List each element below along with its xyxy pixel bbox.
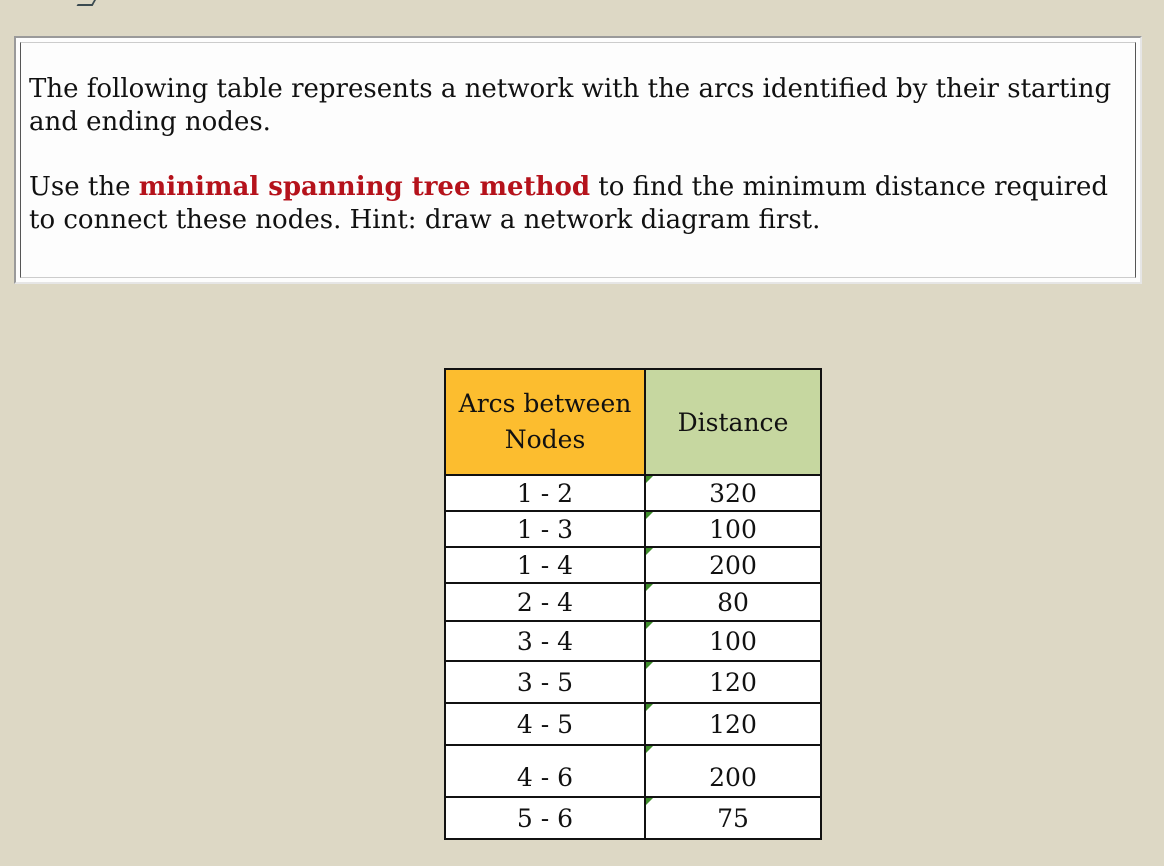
header-distance: Distance xyxy=(645,369,821,475)
arc-cell: 1 - 3 xyxy=(445,511,645,547)
table-row xyxy=(445,745,821,797)
arc-cell: 1 - 4 xyxy=(445,547,645,583)
distance-value: 80 xyxy=(717,587,749,617)
distance-cell xyxy=(645,547,821,583)
cell-comment-marker-icon xyxy=(646,622,653,629)
header-arcs-line2: Nodes xyxy=(504,425,586,454)
distance-value: 100 xyxy=(709,514,757,544)
question-instruction-text xyxy=(29,171,1124,237)
arc-cell: 5 - 6 xyxy=(445,797,645,839)
distance-value: 100 xyxy=(709,626,757,656)
table-row xyxy=(445,621,821,661)
cell-comment-marker-icon xyxy=(646,704,653,711)
distance-cell xyxy=(645,475,821,511)
table-row xyxy=(445,511,821,547)
arc-cell: 4 - 5 xyxy=(445,703,645,745)
table-row xyxy=(445,797,821,839)
table-row xyxy=(445,703,821,745)
distance-cell xyxy=(645,621,821,661)
distance-cell xyxy=(645,745,821,797)
distance-value: 200 xyxy=(709,763,757,792)
cell-comment-marker-icon xyxy=(646,584,653,591)
table-body xyxy=(445,475,821,839)
instruction-suffix: to find the minimum distance required to connect these nodes. Hint: draw a network diagram first. xyxy=(29,172,1109,235)
question-frame xyxy=(20,42,1136,278)
question-panel xyxy=(14,36,1142,284)
method-highlight: minimal spanning tree method xyxy=(138,172,591,202)
arc-cell: 4 - 6 xyxy=(445,745,645,797)
corner-arrow-icon xyxy=(77,0,100,6)
arc-cell: 1 - 2 xyxy=(445,475,645,511)
cell-comment-marker-icon xyxy=(646,512,653,519)
arc-cell: 2 - 4 xyxy=(445,583,645,621)
instruction-prefix: Use the xyxy=(29,172,139,202)
arcs-table xyxy=(444,368,822,840)
cell-comment-marker-icon xyxy=(646,662,653,669)
distance-value: 75 xyxy=(717,803,749,833)
distance-cell xyxy=(645,511,821,547)
arc-cell: 3 - 5 xyxy=(445,661,645,703)
distance-value: 200 xyxy=(709,550,757,580)
distance-cell xyxy=(645,797,821,839)
cell-comment-marker-icon xyxy=(646,746,653,753)
distance-cell xyxy=(645,583,821,621)
table-row xyxy=(445,583,821,621)
arc-cell: 3 - 4 xyxy=(445,621,645,661)
distance-value: 120 xyxy=(709,709,757,739)
cell-comment-marker-icon xyxy=(646,476,653,483)
table-row xyxy=(445,547,821,583)
table-row xyxy=(445,475,821,511)
cell-comment-marker-icon xyxy=(646,798,653,805)
table-header-row xyxy=(445,369,821,475)
distance-value: 320 xyxy=(709,478,757,508)
table-row xyxy=(445,661,821,703)
distance-value: 120 xyxy=(709,667,757,697)
distance-cell xyxy=(645,703,821,745)
header-arcs-line1: Arcs between xyxy=(458,389,632,418)
cell-comment-marker-icon xyxy=(646,548,653,555)
header-arcs xyxy=(445,369,645,475)
distance-cell xyxy=(645,661,821,703)
question-intro-text: The following table represents a network with the arcs identified by their starting and ending nodes. xyxy=(29,74,1112,137)
